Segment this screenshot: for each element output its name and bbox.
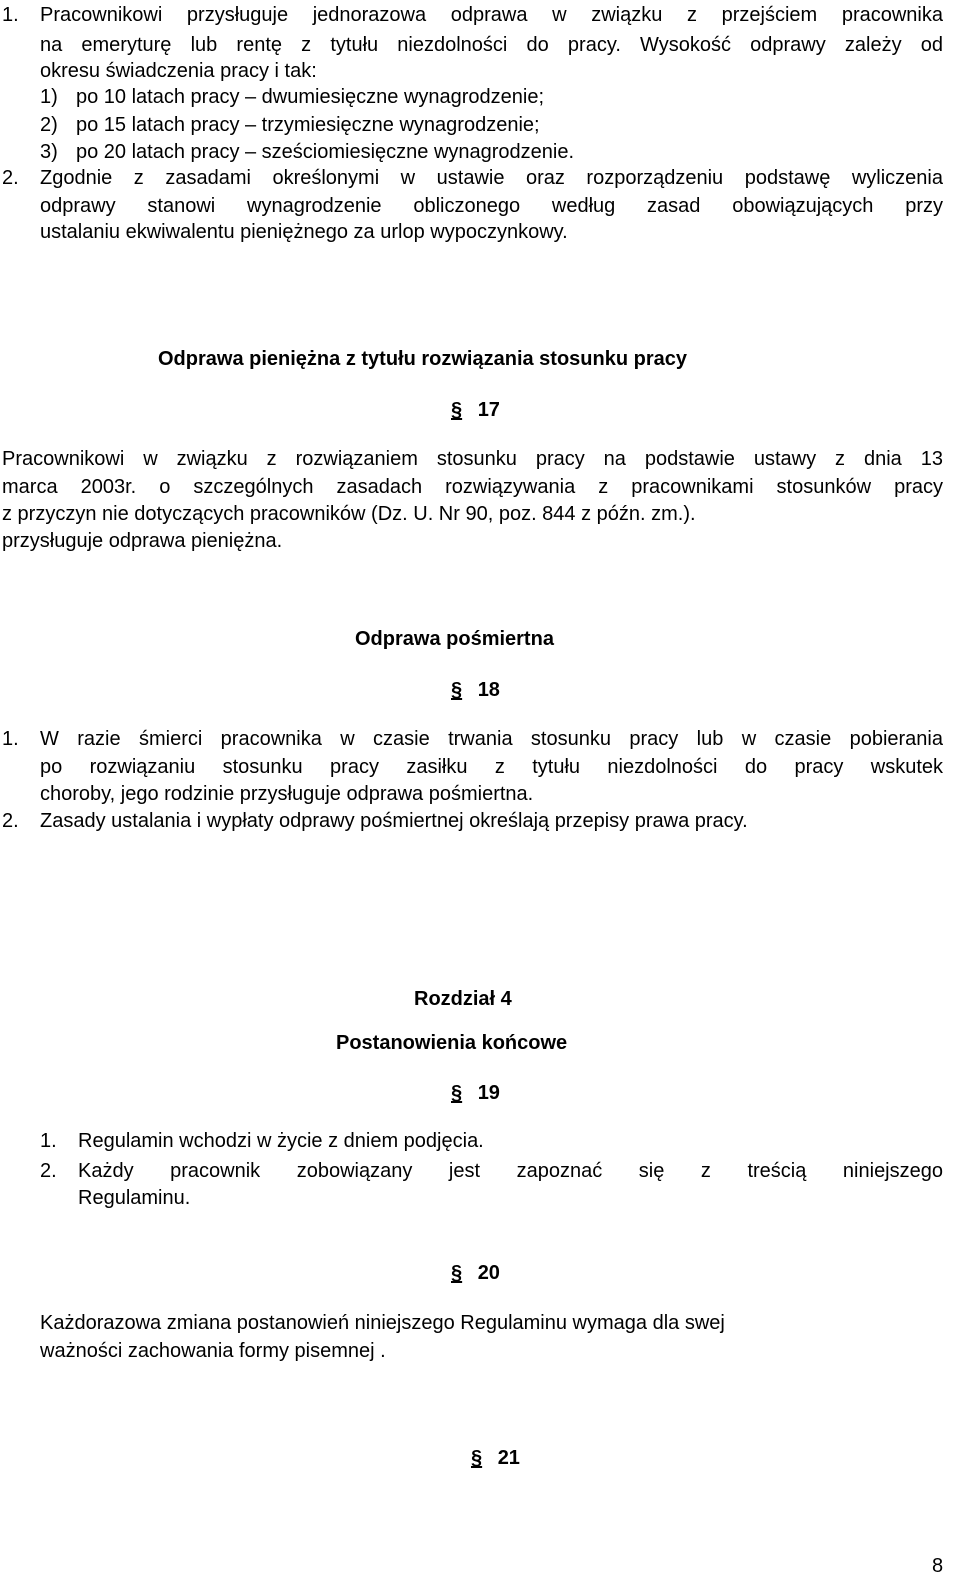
sub-item-number: 2) (40, 114, 58, 136)
section-symbol: § (451, 1262, 463, 1284)
section-heading: Odprawa pośmiertna (355, 628, 554, 650)
paragraph-line: choroby, jego rodzinie przysługuje odprawa pośmiertna. (40, 783, 534, 805)
paragraph-mark (451, 397, 500, 423)
section-symbol: § (451, 399, 463, 421)
section-number: 19 (477, 1082, 500, 1104)
section-symbol: § (451, 679, 463, 701)
paragraph-line: Każdy pracownik zobowiązany jest zapoznać się z treścią niniejszego (78, 1160, 943, 1182)
paragraph-line: odprawy stanowi wynagrodzenie obliczonego według zasad obowiązujących przy (40, 195, 943, 217)
sub-item-text: po 20 latach pracy – sześciomiesięczne wynagrodzenie. (76, 141, 575, 163)
chapter-title: Rozdział 4 (414, 988, 512, 1010)
item-number: 1. (2, 728, 19, 750)
paragraph-line: marca 2003r. o szczególnych zasadach rozwiązywania z pracownikami stosunków pracy (2, 476, 943, 498)
sub-item-text: po 15 latach pracy – trzymiesięczne wynagrodzenie; (76, 114, 540, 136)
paragraph-line: ważności zachowania formy pisemnej . (40, 1340, 386, 1362)
section-number: 21 (497, 1447, 520, 1469)
paragraph-mark (451, 1080, 500, 1106)
section-heading: Odprawa pieniężna z tytułu rozwiązania stosunku pracy (158, 348, 688, 370)
section-number: 17 (477, 399, 500, 421)
paragraph-line: przysługuje odprawa pieniężna. (2, 530, 283, 552)
paragraph-line: Regulamin wchodzi w życie z dniem podjęcia. (78, 1130, 484, 1152)
paragraph-line: Każdorazowa zmiana postanowień niniejszego Regulaminu wymaga dla swej (40, 1312, 725, 1334)
section-symbol: § (471, 1447, 483, 1469)
paragraph-mark (451, 677, 500, 703)
paragraph-line: Pracownikowi przysługuje jednorazowa odprawa w związku z przejściem pracownika (40, 4, 943, 26)
item-number: 2. (2, 167, 19, 189)
page-number: 8 (932, 1555, 944, 1577)
item-number: 1. (2, 4, 19, 26)
paragraph-line: W razie śmierci pracownika w czasie trwania stosunku pracy lub w czasie pobierania (40, 728, 943, 750)
paragraph-line: Pracownikowi w związku z rozwiązaniem stosunku pracy na podstawie ustawy z dnia 13 (2, 448, 943, 470)
paragraph-mark (471, 1445, 520, 1471)
item-number: 2. (2, 810, 19, 832)
paragraph-line: na emeryturę lub rentę z tytułu niezdolności do pracy. Wysokość odprawy zależy od (40, 34, 943, 56)
sub-item-number: 1) (40, 86, 58, 108)
item-number: 2. (40, 1160, 57, 1182)
chapter-subtitle: Postanowienia końcowe (336, 1032, 568, 1054)
paragraph-line: z przyczyn nie dotyczących pracowników (Dz. U. Nr 90, poz. 844 z późn. zm.). (2, 503, 696, 525)
item-number: 1. (40, 1130, 57, 1152)
paragraph-mark (451, 1260, 500, 1286)
paragraph-line: ustalaniu ekwiwalentu pieniężnego za urlop wypoczynkowy. (40, 221, 568, 243)
paragraph-line: okresu świadczenia pracy i tak: (40, 60, 317, 82)
paragraph-line: Regulaminu. (78, 1187, 191, 1209)
section-symbol: § (451, 1082, 463, 1104)
paragraph-line: Zasady ustalania i wypłaty odprawy pośmiertnej określają przepisy prawa pracy. (40, 810, 748, 832)
sub-item-number: 3) (40, 141, 58, 163)
paragraph-line: Zgodnie z zasadami określonymi w ustawie oraz rozporządzeniu podstawę wyliczenia (40, 167, 943, 189)
sub-item-text: po 10 latach pracy – dwumiesięczne wynagrodzenie; (76, 86, 545, 108)
section-number: 18 (477, 679, 500, 701)
section-number: 20 (477, 1262, 500, 1284)
paragraph-line: po rozwiązaniu stosunku pracy zasiłku z tytułu niezdolności do pracy wskutek (40, 756, 943, 778)
